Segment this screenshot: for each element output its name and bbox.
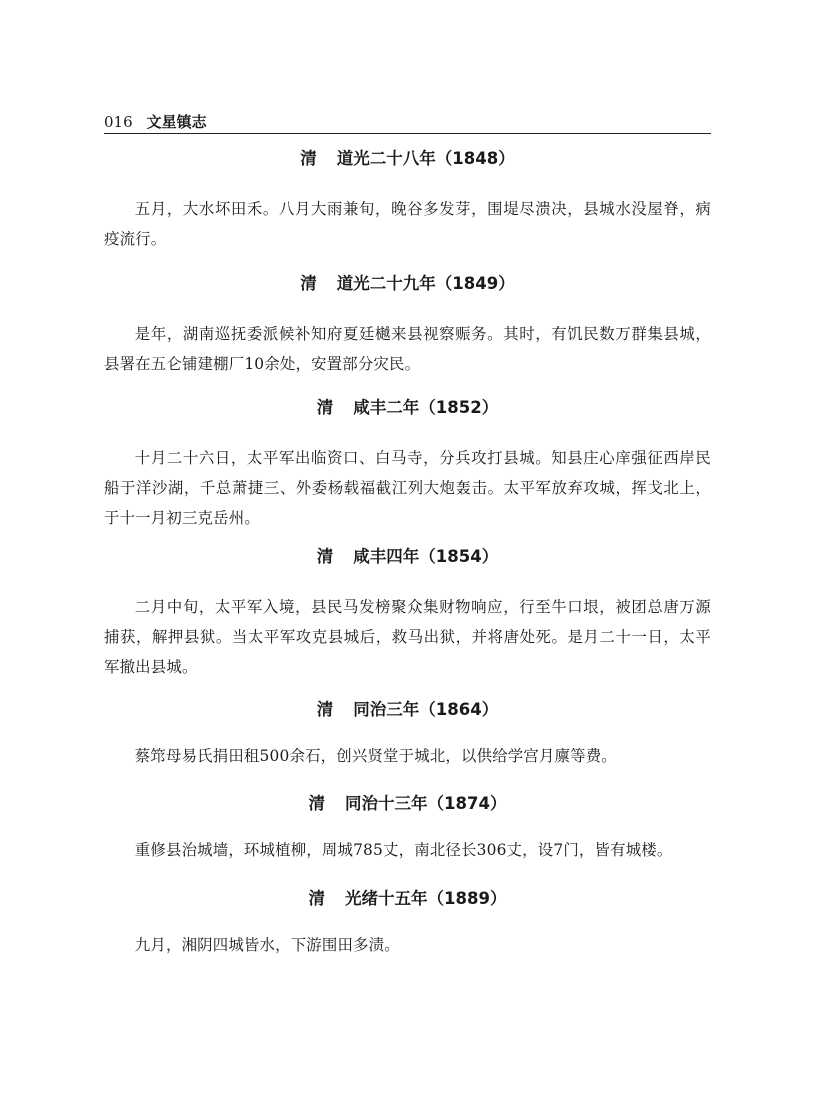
entry-dynasty: 清 xyxy=(308,794,326,813)
book-title: 文星镇志 xyxy=(146,113,207,131)
entry-1874 xyxy=(104,793,711,865)
entry-heading xyxy=(104,699,711,721)
entry-reign: 光绪十五年（1889） xyxy=(345,889,507,908)
entry-text: 是年，湖南巡抚委派候补知府夏廷樾来县视察赈务。其时，有饥民数万群集县城，县署在五仑铺建棚厂10余处，安置部分灾民。 xyxy=(104,325,711,373)
entry-reign: 同治十三年（1874） xyxy=(345,794,507,813)
entry-heading xyxy=(104,397,711,419)
entry-heading xyxy=(104,546,711,568)
entry-1849 xyxy=(104,273,711,379)
entry-1854 xyxy=(104,546,711,682)
entry-1889 xyxy=(104,888,711,960)
entry-1864 xyxy=(104,699,711,771)
entry-dynasty: 清 xyxy=(316,700,334,719)
entry-text: 二月中旬，太平军入境，县民马发榜聚众集财物响应，行至牛口垠，被团总唐万源捕获，解押县狱。当太平军攻克县城后，救马出狱，并将唐处死。是月二十一日，太平军撤出县城。 xyxy=(104,598,711,676)
entry-text: 五月，大水坏田禾。八月大雨兼旬，晚谷多发芽，围堤尽溃决，县城水没屋脊，病疫流行。 xyxy=(104,200,711,248)
entry-dynasty: 清 xyxy=(316,398,334,417)
entry-dynasty: 清 xyxy=(316,547,334,566)
entry-dynasty: 清 xyxy=(300,274,317,293)
entry-heading xyxy=(104,148,711,170)
entry-text: 十月二十六日，太平军出临资口、白马寺，分兵攻打县城。知县庄心庠强征西岸民船于洋沙湖，千总萧捷三、外委杨载福截江列大炮轰击。太平军放弃攻城，挥戈北上，于十一月初三克岳州。 xyxy=(104,449,711,527)
entry-1852 xyxy=(104,397,711,533)
entry-text: 九月，湘阴四城皆水，下游围田多渍。 xyxy=(134,936,400,954)
entry-heading xyxy=(104,888,711,910)
entry-reign: 道光二十八年（1848） xyxy=(336,149,515,168)
entry-heading xyxy=(104,793,711,815)
running-head xyxy=(104,112,711,134)
page-number: 016 xyxy=(104,113,133,131)
entry-text: 重修县治城墙，环城植柳，周城785丈，南北径长306丈，设7门，皆有城楼。 xyxy=(134,841,673,859)
entry-heading xyxy=(104,273,711,295)
entry-dynasty: 清 xyxy=(308,889,326,908)
entry-1848 xyxy=(104,148,711,254)
entry-dynasty: 清 xyxy=(300,149,317,168)
entry-text: 蔡筇母易氏捐田租500余石，创兴贤堂于城北，以供给学宫月廪等费。 xyxy=(134,747,617,765)
entry-reign: 咸丰二年（1852） xyxy=(353,398,499,417)
entry-reign: 道光二十九年（1849） xyxy=(336,274,515,293)
entry-reign: 同治三年（1864） xyxy=(353,700,499,719)
page xyxy=(104,112,711,134)
entry-reign: 咸丰四年（1854） xyxy=(353,547,499,566)
